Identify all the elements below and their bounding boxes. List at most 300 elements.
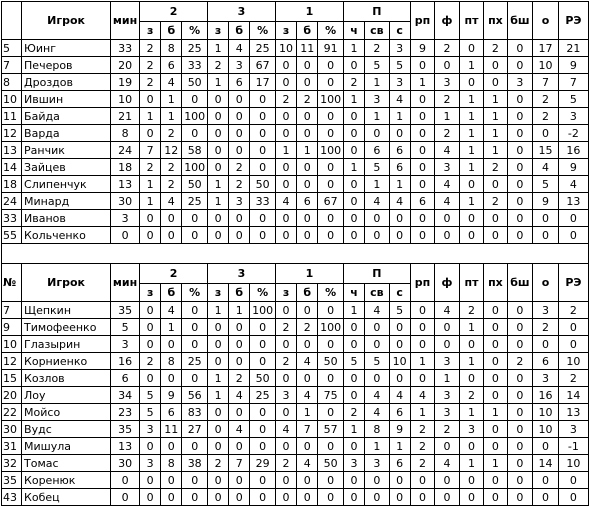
stat-cell: 6 <box>161 404 182 421</box>
stat-cell: 9 <box>558 57 588 74</box>
header-two-pt-pct: % <box>182 284 208 302</box>
header-group-two-pt: 2 <box>140 264 208 284</box>
player-name: Корниенко <box>22 353 111 370</box>
stat-cell: 2 <box>410 438 435 455</box>
minutes-cell: 19 <box>111 74 140 91</box>
player-name: Дроздов <box>22 74 111 91</box>
stat-cell: 3 <box>275 387 296 404</box>
stat-cell: 0 <box>208 489 229 506</box>
stat-cell: 1 <box>343 159 364 176</box>
stat-cell: 50 <box>250 370 276 387</box>
stat-cell: 2 <box>533 108 559 125</box>
stat-cell: 50 <box>182 176 208 193</box>
stat-cell: 2 <box>275 91 296 108</box>
stat-cell: 67 <box>250 57 276 74</box>
stat-cell: 0 <box>343 108 364 125</box>
stat-cell: 0 <box>318 404 344 421</box>
stat-cell: 0 <box>297 302 318 319</box>
header-free-throw-made: з <box>275 22 296 40</box>
player-name: Тимофеенко <box>22 319 111 336</box>
stat-cell: 83 <box>182 404 208 421</box>
stat-cell: 4 <box>229 40 250 57</box>
minutes-cell: 33 <box>111 40 140 57</box>
header-rebounds-own: ч <box>343 22 364 40</box>
header-points: о <box>533 2 559 40</box>
stat-cell: 6 <box>533 353 559 370</box>
stat-cell: 0 <box>140 438 161 455</box>
stat-cell: 1 <box>208 302 229 319</box>
player-number: 11 <box>2 108 22 125</box>
stat-cell: 1 <box>459 142 484 159</box>
stat-cell: 0 <box>558 319 588 336</box>
stat-cell: 1 <box>459 125 484 142</box>
header-rebounds-total: с <box>389 22 410 40</box>
stat-cell: 2 <box>297 91 318 108</box>
stat-cell: 0 <box>275 489 296 506</box>
stat-cell: 0 <box>208 227 229 244</box>
stat-cell: 100 <box>182 159 208 176</box>
stat-cell: 2 <box>533 319 559 336</box>
table-spacer-row <box>2 244 589 264</box>
stat-cell: 0 <box>208 91 229 108</box>
stat-cell: 4 <box>533 159 559 176</box>
stat-cell: 0 <box>140 302 161 319</box>
stat-cell: 0 <box>435 57 460 74</box>
stat-cell: 0 <box>297 489 318 506</box>
stat-cell: 0 <box>229 227 250 244</box>
stat-cell: 5 <box>365 57 390 74</box>
minutes-cell: 0 <box>111 472 140 489</box>
stat-cell: 6 <box>410 193 435 210</box>
table-row <box>2 370 589 387</box>
stat-cell: 0 <box>533 472 559 489</box>
stat-cell: 8 <box>161 455 182 472</box>
stat-cell: 0 <box>507 336 533 353</box>
player-number: 14 <box>2 159 22 176</box>
stat-cell: 1 <box>343 302 364 319</box>
header-free-throw-made: з <box>275 284 296 302</box>
stat-cell: 6 <box>389 404 410 421</box>
stat-cell: 5 <box>140 387 161 404</box>
stat-cell: 2 <box>558 302 588 319</box>
header-number <box>2 2 22 40</box>
stat-cell: 0 <box>459 40 484 57</box>
stat-cell: 3 <box>389 40 410 57</box>
table-row <box>2 57 589 74</box>
header-group-two-pt: 2 <box>140 2 208 22</box>
stat-cell: 0 <box>435 472 460 489</box>
stat-cell: 7 <box>297 421 318 438</box>
stat-cell: 0 <box>161 472 182 489</box>
player-name: Лоу <box>22 387 111 404</box>
stat-cell: 3 <box>558 108 588 125</box>
stat-cell: 0 <box>250 125 276 142</box>
stat-cell: 0 <box>410 159 435 176</box>
stat-cell: 1 <box>410 74 435 91</box>
stat-cell: 8 <box>161 40 182 57</box>
stat-cell: 1 <box>208 387 229 404</box>
stat-cell: 4 <box>297 455 318 472</box>
stat-cell: 0 <box>182 210 208 227</box>
header-group-free-throw: 1 <box>275 2 343 22</box>
stat-cell: 3 <box>533 370 559 387</box>
stat-cell: 2 <box>140 40 161 57</box>
stat-cell: 0 <box>507 319 533 336</box>
stat-cell: 0 <box>182 336 208 353</box>
stat-cell: 0 <box>533 336 559 353</box>
stat-cell: 17 <box>533 40 559 57</box>
stat-cell: 33 <box>182 57 208 74</box>
stat-cell: 0 <box>297 108 318 125</box>
stat-cell: 0 <box>275 370 296 387</box>
stat-cell: 1 <box>459 353 484 370</box>
stat-cell: 0 <box>410 108 435 125</box>
stat-cell: 2 <box>208 455 229 472</box>
stat-cell: 4 <box>389 193 410 210</box>
stat-cell: 1 <box>459 193 484 210</box>
stat-cell: 0 <box>140 319 161 336</box>
header-player: Игрок <box>22 264 111 302</box>
stat-cell: 10 <box>558 353 588 370</box>
table-row <box>2 91 589 108</box>
player-name: Зайцев <box>22 159 111 176</box>
stat-cell: 0 <box>533 125 559 142</box>
stat-cell: 0 <box>318 438 344 455</box>
player-number: 33 <box>2 210 22 227</box>
stat-cell: 0 <box>297 176 318 193</box>
stat-cell: 5 <box>365 353 390 370</box>
stat-cell: 0 <box>507 370 533 387</box>
stat-cell: 0 <box>410 91 435 108</box>
stat-cell: 4 <box>435 455 460 472</box>
stat-cell: 1 <box>208 40 229 57</box>
stat-cell: 11 <box>297 40 318 57</box>
stat-cell: 0 <box>507 159 533 176</box>
header-row-top <box>2 2 589 22</box>
stat-cell: 0 <box>208 142 229 159</box>
stat-cell: 4 <box>365 193 390 210</box>
table-row <box>2 193 589 210</box>
stat-cell: 0 <box>275 57 296 74</box>
stat-cell: 10 <box>533 404 559 421</box>
stat-cell: 1 <box>365 108 390 125</box>
stat-cell: 0 <box>507 210 533 227</box>
header-group-three-pt: 3 <box>208 264 276 284</box>
stat-cell: 1 <box>410 404 435 421</box>
stat-cell: 0 <box>140 91 161 108</box>
stat-cell: 0 <box>558 227 588 244</box>
player-name: Вудс <box>22 421 111 438</box>
stat-cell: 0 <box>140 125 161 142</box>
stat-cell: 0 <box>182 370 208 387</box>
header-three-pt-made: з <box>208 284 229 302</box>
header-free-throw-pct: % <box>318 22 344 40</box>
header-steals: пт <box>459 2 484 40</box>
stat-cell: 0 <box>297 227 318 244</box>
stat-cell: 0 <box>318 108 344 125</box>
header-turnovers: пх <box>484 2 507 40</box>
stat-cell: 1 <box>275 142 296 159</box>
stat-cell: 0 <box>229 210 250 227</box>
stat-cell: 1 <box>297 404 318 421</box>
stat-cell: 0 <box>343 57 364 74</box>
player-name: Печеров <box>22 57 111 74</box>
stat-cell: 0 <box>297 336 318 353</box>
table-row <box>2 302 589 319</box>
stat-cell: 3 <box>533 302 559 319</box>
player-name: Варда <box>22 125 111 142</box>
stat-cell: 10 <box>558 455 588 472</box>
stat-cell: 0 <box>140 489 161 506</box>
stat-cell: 0 <box>558 489 588 506</box>
stat-cell: 1 <box>484 91 507 108</box>
stat-cell: 0 <box>507 108 533 125</box>
stat-cell: 3 <box>507 74 533 91</box>
stat-cell: 1 <box>435 108 460 125</box>
stat-cell: 0 <box>484 472 507 489</box>
stat-cell: 0 <box>389 489 410 506</box>
stat-cell: 0 <box>484 210 507 227</box>
header-blocks: бш <box>507 2 533 40</box>
stat-cell: 2 <box>410 455 435 472</box>
stat-cell: 1 <box>459 455 484 472</box>
table-row <box>2 142 589 159</box>
stat-cell: 0 <box>208 319 229 336</box>
stat-cell: 0 <box>507 91 533 108</box>
stat-cell: 0 <box>410 57 435 74</box>
stat-cell: 0 <box>250 227 276 244</box>
stat-cell: 3 <box>435 404 460 421</box>
stat-cell: 0 <box>318 336 344 353</box>
stat-cell: 0 <box>208 125 229 142</box>
stat-cell: 3 <box>229 57 250 74</box>
stat-cell: 58 <box>182 142 208 159</box>
player-name: Томас <box>22 455 111 472</box>
stat-cell: 2 <box>435 40 460 57</box>
player-number: 10 <box>2 336 22 353</box>
stat-cell: 0 <box>208 421 229 438</box>
minutes-cell: 8 <box>111 125 140 142</box>
stat-cell: 0 <box>229 142 250 159</box>
stat-cell: 1 <box>229 302 250 319</box>
stat-cell: 1 <box>459 319 484 336</box>
stat-cell: 29 <box>250 455 276 472</box>
stat-cell: 0 <box>459 438 484 455</box>
stat-cell: 0 <box>161 210 182 227</box>
stat-cell: 0 <box>459 489 484 506</box>
player-number: 9 <box>2 319 22 336</box>
stat-cell: 0 <box>410 210 435 227</box>
minutes-cell: 0 <box>111 489 140 506</box>
header-group-rebounds: П <box>343 2 410 22</box>
stat-cell: 6 <box>365 142 390 159</box>
stat-cell: 4 <box>161 193 182 210</box>
stat-cell: 0 <box>343 370 364 387</box>
minutes-cell: 0 <box>111 227 140 244</box>
stat-cell: 2 <box>558 370 588 387</box>
stat-cell: 0 <box>250 421 276 438</box>
stat-cell: 14 <box>533 455 559 472</box>
stat-cell: 0 <box>484 319 507 336</box>
stat-cell: 0 <box>250 336 276 353</box>
stat-cell: 1 <box>459 404 484 421</box>
stat-cell: 1 <box>459 159 484 176</box>
player-name: Байда <box>22 108 111 125</box>
stat-cell: 0 <box>459 210 484 227</box>
stat-cell: 3 <box>558 421 588 438</box>
stat-cell: 0 <box>297 472 318 489</box>
stat-cell: 0 <box>484 302 507 319</box>
stat-cell: 0 <box>318 370 344 387</box>
stat-cell: 56 <box>182 387 208 404</box>
stat-cell: 0 <box>182 227 208 244</box>
player-number: 12 <box>2 353 22 370</box>
header-assists: рп <box>410 264 435 302</box>
stat-cell: 0 <box>558 472 588 489</box>
stat-cell: 11 <box>161 421 182 438</box>
stat-cell: 0 <box>365 370 390 387</box>
minutes-cell: 30 <box>111 193 140 210</box>
header-two-pt-made: з <box>140 284 161 302</box>
stat-cell: 1 <box>297 142 318 159</box>
stat-cell: 0 <box>459 227 484 244</box>
stat-cell: 3 <box>140 455 161 472</box>
table-row <box>2 387 589 404</box>
stat-cell: 0 <box>459 74 484 91</box>
header-three-pt-att: б <box>229 284 250 302</box>
stat-cell: 1 <box>389 108 410 125</box>
header-three-pt-made: з <box>208 22 229 40</box>
stat-cell: 0 <box>275 472 296 489</box>
stat-cell: 0 <box>410 125 435 142</box>
stat-cell: 0 <box>297 74 318 91</box>
stat-cell: 0 <box>389 125 410 142</box>
stat-cell: 2 <box>140 159 161 176</box>
stat-cell: 9 <box>410 40 435 57</box>
stat-cell: 9 <box>389 421 410 438</box>
stat-cell: 0 <box>365 319 390 336</box>
stat-cell: 3 <box>343 455 364 472</box>
stat-cell: 5 <box>558 91 588 108</box>
table-row <box>2 210 589 227</box>
stat-cell: 0 <box>250 142 276 159</box>
table-row <box>2 176 589 193</box>
stat-cell: 25 <box>250 40 276 57</box>
stat-cell: 0 <box>297 438 318 455</box>
stat-cell: 4 <box>365 404 390 421</box>
stat-cell: 2 <box>459 387 484 404</box>
stat-cell: 1 <box>161 319 182 336</box>
stat-cell: 2 <box>161 159 182 176</box>
stat-cell: 0 <box>343 125 364 142</box>
stat-cell: 0 <box>343 489 364 506</box>
player-number: 7 <box>2 57 22 74</box>
stat-cell: 1 <box>365 74 390 91</box>
stat-cell: 1 <box>343 91 364 108</box>
stat-cell: 0 <box>250 472 276 489</box>
stat-cell: 3 <box>435 387 460 404</box>
stat-cell: 4 <box>161 302 182 319</box>
stat-cell: 2 <box>435 421 460 438</box>
stat-cell: 2 <box>507 353 533 370</box>
stat-cell: 0 <box>343 176 364 193</box>
header-minutes: мин <box>111 2 140 40</box>
stat-cell: 5 <box>343 353 364 370</box>
header-minutes: мин <box>111 264 140 302</box>
stat-cell: 25 <box>182 193 208 210</box>
minutes-cell: 34 <box>111 387 140 404</box>
header-number: № <box>2 264 22 302</box>
header-group-three-pt: 3 <box>208 2 276 22</box>
stat-cell: 0 <box>161 370 182 387</box>
stat-cell: 0 <box>533 227 559 244</box>
player-number: 22 <box>2 404 22 421</box>
stat-cell: 0 <box>507 193 533 210</box>
stat-cell: 0 <box>389 319 410 336</box>
player-name: Иванов <box>22 210 111 227</box>
stat-cell: 3 <box>459 421 484 438</box>
stat-cell: 0 <box>208 353 229 370</box>
stat-cell: 50 <box>250 176 276 193</box>
stat-cell: 0 <box>182 489 208 506</box>
stat-cell: 6 <box>389 159 410 176</box>
stat-cell: 1 <box>365 176 390 193</box>
stat-cell: 4 <box>229 387 250 404</box>
player-name: Юинг <box>22 40 111 57</box>
stat-cell: 0 <box>435 336 460 353</box>
stat-cell: 2 <box>229 370 250 387</box>
stat-cell: 0 <box>250 159 276 176</box>
stat-cell: 2 <box>161 125 182 142</box>
stat-cell: 8 <box>161 353 182 370</box>
table-row <box>2 319 589 336</box>
stat-cell: 1 <box>459 108 484 125</box>
stat-cell: 0 <box>318 57 344 74</box>
stat-cell: 0 <box>558 336 588 353</box>
stat-cell: 0 <box>365 489 390 506</box>
stat-cell: 25 <box>182 353 208 370</box>
header-free-throw-pct: % <box>318 284 344 302</box>
player-number: 35 <box>2 472 22 489</box>
stat-cell: 0 <box>182 91 208 108</box>
stat-cell: 0 <box>229 404 250 421</box>
stat-cell: 0 <box>318 472 344 489</box>
stat-cell: 0 <box>275 210 296 227</box>
header-rebounds-total: с <box>389 284 410 302</box>
stat-cell: 0 <box>297 57 318 74</box>
stat-cell: 50 <box>182 74 208 91</box>
stat-cell: 0 <box>389 472 410 489</box>
stat-cell: 0 <box>250 489 276 506</box>
header-efficiency: РЭ <box>558 2 588 40</box>
player-number: 30 <box>2 421 22 438</box>
stat-cell: 3 <box>435 353 460 370</box>
header-two-pt-made: з <box>140 22 161 40</box>
header-steals: пт <box>459 264 484 302</box>
header-points: о <box>533 264 559 302</box>
stat-cell: 5 <box>365 159 390 176</box>
header-efficiency: РЭ <box>558 264 588 302</box>
stat-cell: 4 <box>410 387 435 404</box>
stat-cell: 0 <box>275 74 296 91</box>
stat-cell: 5 <box>389 57 410 74</box>
stat-cell: 100 <box>318 319 344 336</box>
minutes-cell: 30 <box>111 455 140 472</box>
stat-cell: 21 <box>558 40 588 57</box>
stat-cell: 1 <box>140 108 161 125</box>
stat-cell: 0 <box>365 210 390 227</box>
stat-cell: 5 <box>533 176 559 193</box>
